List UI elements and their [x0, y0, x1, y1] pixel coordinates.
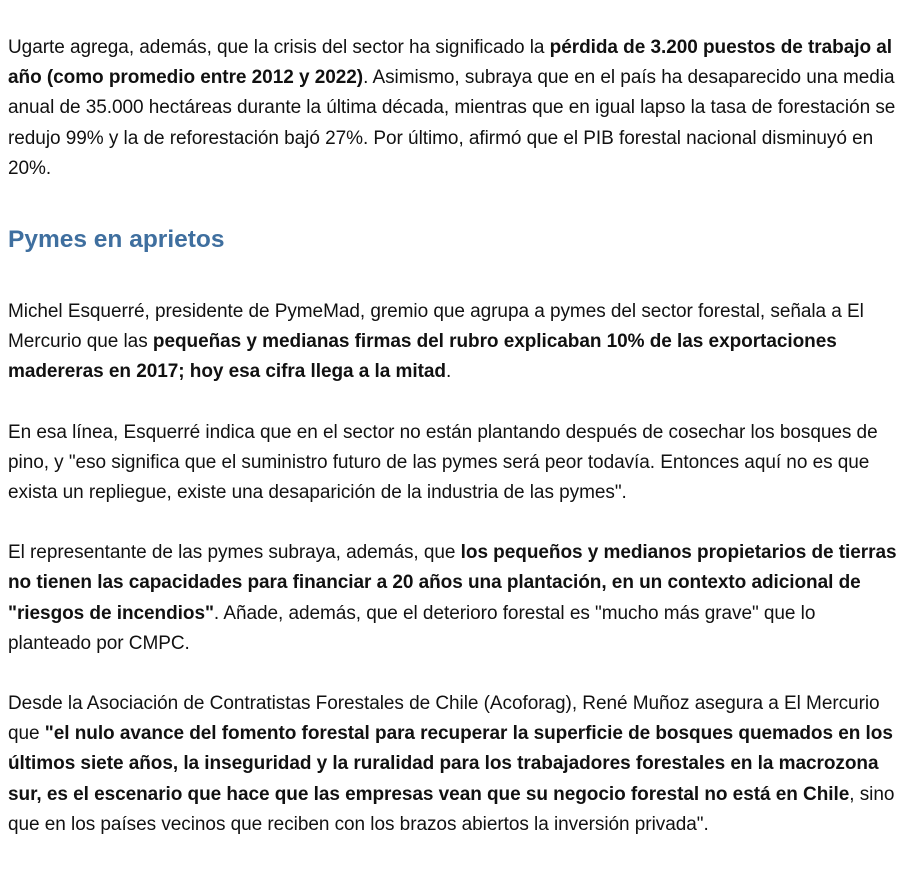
paragraph-text: .	[445, 361, 452, 383]
paragraph-pymemad	[8, 297, 898, 388]
paragraph-text: Ugarte agrega, además, que la crisis del sector ha significado la	[8, 37, 550, 58]
section-heading: Pymes en aprietos	[8, 226, 225, 254]
paragraph-text: Desde la Asociación de Contratistas Forestales de Chile (Acoforag), René Muñoz asegura a El Mercurio que	[8, 693, 880, 745]
paragraph-acoforag	[8, 689, 898, 840]
paragraph-text: . Añade, además, que el deterioro forestal es "mucho más grave" que lo planteado por CMPC.	[8, 602, 816, 654]
paragraph-job-losses	[8, 33, 898, 184]
paragraph-text: . Asimismo, subraya que en el país ha desaparecido una media anual de 35.000 hectáreas durante la última década, mientras que en igual lapso la tasa de forestación se redujo 99% y la de reforestación bajó 27%. Por último, afirmó que el PIB forestal nacional disminuyó en 20%.	[8, 67, 896, 179]
paragraph-esquerre-quote	[8, 418, 898, 509]
paragraph-text: En esa línea, Esquerré indica que en el sector no están plantando después de cosechar los bosques de pino, y "eso significa que el suministro futuro de las pymes será peor todavía. Entonces aquí no es que exista un repliegue, existe una desaparición de la industria de las pymes".	[8, 421, 878, 504]
paragraph-bold-text: los pequeños y medianos propietarios de tierras no tienen las capacidades para financiar a 20 años una plantación, en un contexto adicional de "riesgos de incendios"	[8, 542, 897, 624]
paragraph-bold-text: "el nulo avance del fomento forestal para recuperar la superficie de bosques quemados en los últimos siete años, la inseguridad y la ruralidad para los trabajadores forestales en la macrozona sur, es el escenario que hace que las empresas vean que su negocio forestal no está en Chile	[8, 723, 893, 805]
paragraph-text: Michel Esquerré, presidente de PymeMad, gremio que agrupa a pymes del sector forestal, señala a El Mercurio que las	[8, 301, 864, 353]
paragraph-text: El representante de las pymes subraya, además, que	[8, 542, 461, 564]
paragraph-bold-text: pequeñas y medianas firmas del rubro explicaban 10% de las exportaciones madereras en 2017; hoy esa cifra llega a la mitad	[8, 331, 837, 383]
paragraph-text: , sino que en los países vecinos que reciben con los brazos abiertos la inversión privada".	[8, 783, 895, 835]
paragraph-bold-text: pérdida de 3.200 puestos de trabajo al año (como promedio entre 2012 y 2022)	[8, 37, 892, 89]
paragraph-small-owners	[8, 538, 898, 659]
